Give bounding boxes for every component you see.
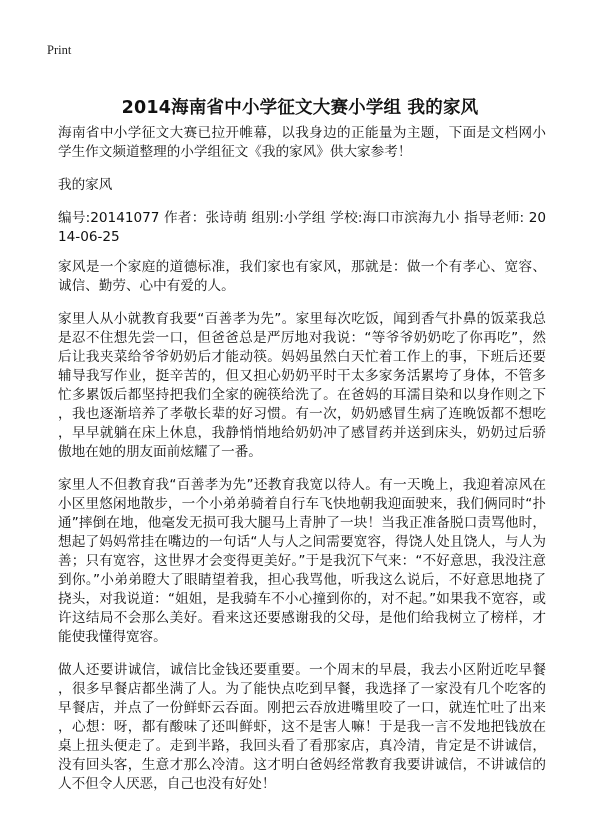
intro-paragraph: 海南省中小学征文大赛已拉开帷幕，以我身边的正能量为主题，下面是文档网小学生作文频道整理的小学组征文《我的家风》供大家参考！ xyxy=(58,125,546,160)
body-paragraph: 家风是一个家庭的道德标准，我们家也有家风，那就是：做一个有孝心、宽容、诚信、勤劳、心中有爱的人。 xyxy=(58,259,546,294)
essay-subtitle: 我的家风 xyxy=(58,177,113,193)
body-paragraph: 家里人不但教育我“百善孝为先”还教育我宽以待人。有一天晚上，我迎着凉风在小区里悠闲地散步，一个小弟弟骑着自行车飞快地朝我迎面驶来，我们俩同时“扑通”摔倒在地，他毫发无损可我大腿马上青肿了一块！当我正准备脱口责骂他时，想起了妈妈常挂在嘴边的一句话“人与人之间需要宽容，得饶人处且饶人，与人为善；只有宽容，这世界才会变得更美好。”于是我沉下气来：“不好意思，我没注意到你。”小弟弟瞪大了眼睛望着我，担心我骂他，听我这么说后，不好意思地挠了挠头，对我说道：“姐姐，是我骑车不小心撞到你的，对不起。”如果我不宽容，或许这结局不会那么美好。看来这还要感谢我的父母，是他们给我树立了榜样，才能使我懂得宽容。 xyxy=(58,477,546,645)
essay-meta: 编号:20141077 作者：张诗萌 组别:小学组 学校:海口市滨海九小 指导老师: 2014-06-25 xyxy=(58,210,546,245)
article-title: 2014海南省中小学征文大赛小学组 我的家风 xyxy=(121,97,479,118)
article-body xyxy=(58,124,546,808)
body-paragraph: 家里人从小就教育我要“百善孝为先”。家里每次吃饭，闻到香气扑鼻的饭菜我总是忍不住想先尝一口，但爸爸总是严厉地对我说：“等爷爷奶奶吃了你再吃”，然后让我夹菜给爷爷奶奶后才能动筷。妈妈虽然白天忙着工作上的事，下班后还要辅导我写作业，挺辛苦的，但又担心奶奶平时干太多家务活累垮了身体，不管多忙多累饭后都坚持把我们全家的碗筷给洗了。在爸妈的耳濡目染和以身作则之下，我也逐渐培养了孝敬长辈的好习惯。有一次，奶奶感冒生病了连晚饭都不想吃，早早就躺在床上休息，我静悄悄地给奶奶冲了感冒药并送到床头，奶奶过后骄傲地在她的朋友面前炫耀了一番。 xyxy=(58,311,546,460)
print-link[interactable]: Print xyxy=(47,43,72,57)
body-paragraph: 做人还要讲诚信，诚信比金钱还要重要。一个周末的早晨，我去小区附近吃早餐，很多早餐店都坐满了人。为了能快点吃到早餐，我选择了一家没有几个吃客的早餐店，并点了一份鲜虾云吞面。刚把云吞放进嘴里咬了一口，就连忙吐了出来，心想：呀，都有酸味了还叫鲜虾，这不是害人嘛！于是我一言不发地把钱放在桌上扭头便走了。走到半路，我回头看了看那家店，真冷清，肯定是不讲诚信，没有回头客，生意才那么冷清。这才明白爸妈经常教育我要讲诚信，不讲诚信的人不但令人厌恶，自己也没有好处！ xyxy=(58,662,546,792)
